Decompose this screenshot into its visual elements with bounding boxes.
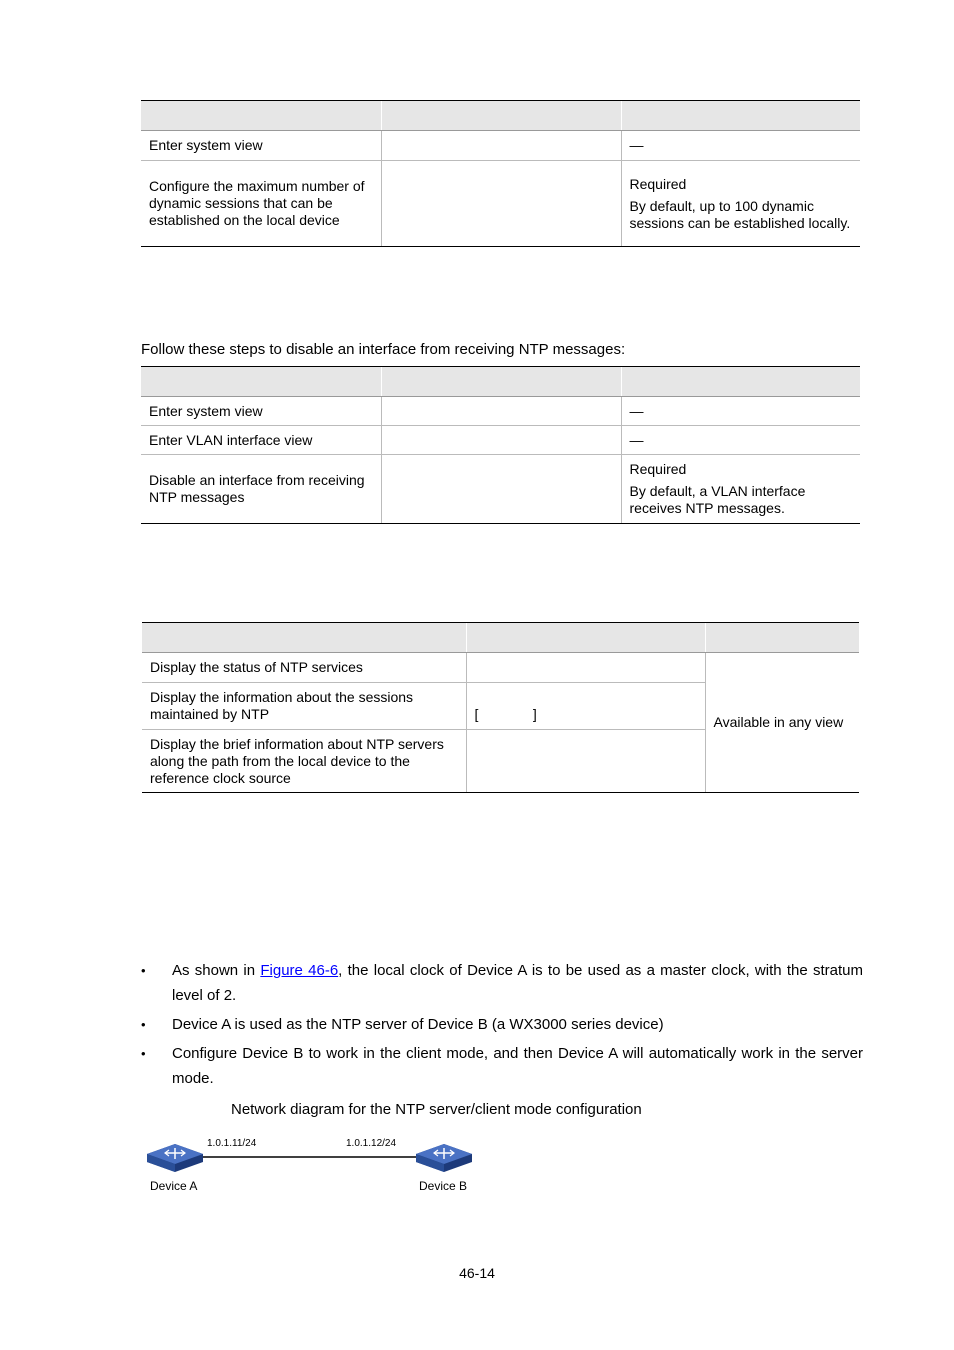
- remarks-required: Required: [629, 175, 687, 192]
- operation-cell: Disable an interface from receiving NTP messages: [141, 455, 381, 524]
- device-a-ip-label: 1.0.1.11/24: [207, 1138, 257, 1149]
- command-cell: [466, 730, 705, 793]
- table-row: [141, 161, 860, 247]
- remarks-cell: [621, 455, 860, 524]
- table-header-row: [142, 623, 859, 653]
- table-header-row: [141, 367, 860, 397]
- operation-cell: Configure the maximum number of dynamic sessions that can be established on the local device: [141, 161, 381, 247]
- header-command: [381, 367, 621, 397]
- bullet-text: , the local clock of Device A is to be used as a master clock, with the stratum level of 2.: [172, 962, 863, 1004]
- header-operation: [141, 367, 381, 397]
- command-cell: [381, 426, 621, 455]
- command-cell: [381, 455, 621, 524]
- remarks-required: Required: [629, 461, 687, 477]
- command-cell: [381, 161, 621, 247]
- max-sessions-table: [141, 100, 860, 247]
- command-cell: [381, 397, 621, 426]
- figure-caption: Network diagram for the NTP server/client mode configuration: [231, 1101, 642, 1118]
- table-row: [141, 397, 860, 426]
- header-remarks: [621, 367, 860, 397]
- operation-cell: Enter VLAN interface view: [141, 426, 381, 455]
- table-row: [142, 653, 859, 683]
- remarks-default: By default, up to 100 dynamic sessions can be established locally.: [629, 197, 851, 231]
- command-cell: [381, 131, 621, 161]
- disable-interface-table: [141, 366, 860, 524]
- device-b-ip-label: 1.0.1.12/24: [346, 1138, 397, 1149]
- intro-paragraph: Follow these steps to disable an interface from receiving NTP messages:: [141, 341, 626, 358]
- requirements-list: [141, 958, 863, 1095]
- header-command: [466, 623, 705, 653]
- table-row: [141, 455, 860, 524]
- header-operation: [142, 623, 466, 653]
- operation-cell: Enter system view: [141, 397, 381, 426]
- header-command: [381, 101, 621, 131]
- remarks-cell: —: [621, 397, 860, 426]
- list-item: • Device A is used as the NTP server of Device B (a WX3000 series device): [141, 1012, 863, 1037]
- table-row: [141, 426, 860, 455]
- page-number: 46-14: [459, 1265, 495, 1281]
- header-operation: [141, 101, 381, 131]
- display-commands-table: [142, 622, 859, 793]
- operation-cell: Display the brief information about NTP servers along the path from the local device to the reference clock source: [142, 730, 466, 793]
- remarks-cell: —: [621, 131, 860, 161]
- operation-cell: Display the status of NTP services: [142, 653, 466, 683]
- header-remarks: [621, 101, 860, 131]
- table-header-row: [141, 101, 860, 131]
- bullet-text: As shown in: [172, 962, 261, 979]
- device-b-switch-icon: [416, 1144, 472, 1172]
- table-row: [141, 131, 860, 161]
- list-item: [141, 958, 863, 1008]
- command-cell: [466, 653, 705, 683]
- command-cell: [ ]: [466, 683, 705, 730]
- network-diagram: [140, 1130, 480, 1180]
- operation-cell: Enter system view: [141, 131, 381, 161]
- device-a-switch-icon: [147, 1144, 203, 1172]
- remarks-cell: —: [621, 426, 860, 455]
- header-remarks: [705, 623, 859, 653]
- remarks-default: By default, a VLAN interface receives NTP messages.: [629, 483, 806, 516]
- remarks-cell: Available in any view: [705, 653, 859, 793]
- operation-cell: Display the information about the sessions maintained by NTP: [142, 683, 466, 730]
- figure-link[interactable]: Figure 46-6: [260, 962, 339, 979]
- remarks-cell: [621, 161, 860, 247]
- list-item: • Configure Device B to work in the client mode, and then Device A will automatically work in the server mode.: [141, 1041, 863, 1091]
- device-a-label: Device A: [150, 1179, 198, 1193]
- device-b-label: Device B: [419, 1179, 468, 1193]
